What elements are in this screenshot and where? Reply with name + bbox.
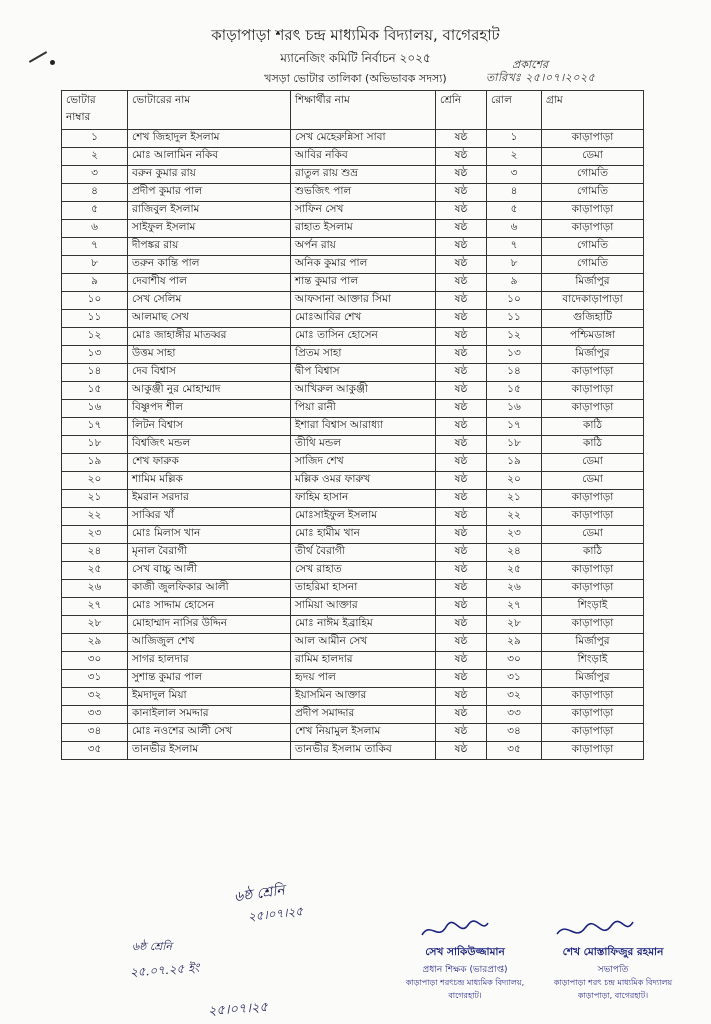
voter-no-cell: ৯ (62, 274, 128, 292)
village-cell: কাড়াপাড়া (542, 220, 644, 238)
voter-no-cell: ২২ (62, 508, 128, 526)
table-header-row (62, 91, 644, 130)
table-row (62, 652, 644, 670)
table-row (62, 400, 644, 418)
roll-cell: ৩০ (487, 652, 542, 670)
table-row (62, 562, 644, 580)
village-cell: ডেমা (542, 454, 644, 472)
president-org-2: কাড়াপাড়া, বাগেরহাট। (577, 991, 649, 1000)
table-row (62, 256, 644, 274)
class-cell: ষষ্ঠ (436, 508, 487, 526)
president-title: সভাপতি (597, 965, 629, 975)
class-cell: ষষ্ঠ (436, 454, 487, 472)
table-row (62, 346, 644, 364)
class-cell: ষষ্ঠ (436, 472, 487, 490)
class-cell: ষষ্ঠ (436, 418, 487, 436)
student-name-cell: মল্লিক ওমর ফারুখ (291, 472, 436, 490)
voter-no-cell: ৩৪ (62, 724, 128, 742)
headmaster-title: প্রধান শিক্ষক (ভারপ্রাপ্ত) (422, 965, 508, 975)
voter-name-cell: প্রদীপ কুমার পাল (128, 184, 291, 202)
roll-cell: ১৪ (487, 364, 542, 382)
student-name-cell: আখিরুল আকুঞ্জী (291, 382, 436, 400)
roll-cell: ২৪ (487, 544, 542, 562)
student-name-cell: ফাহিম হাসান (291, 490, 436, 508)
table-row (62, 202, 644, 220)
voter-no-cell: ৪ (62, 184, 128, 202)
student-name-cell: ইয়াসমিন আক্তার (291, 688, 436, 706)
class-cell: ষষ্ঠ (436, 616, 487, 634)
student-name-cell: অর্পন রায় (291, 238, 436, 256)
roll-cell: ১০ (487, 292, 542, 310)
class-cell: ষষ্ঠ (436, 310, 487, 328)
voter-name-cell: তরুন কান্তি পাল (128, 256, 291, 274)
class-cell: ষষ্ঠ (436, 634, 487, 652)
village-cell: গুজিহাটি (542, 310, 644, 328)
village-cell: কাড়াপাড়া (542, 724, 644, 742)
president-seal (528, 945, 698, 1003)
village-cell: কাড়াপাড়া (542, 616, 644, 634)
table-row (62, 436, 644, 454)
roll-cell: ১৮ (487, 436, 542, 454)
voter-no-cell: ১৩ (62, 346, 128, 364)
village-cell: কাড়াপাড়া (542, 202, 644, 220)
table-row (62, 454, 644, 472)
voter-name-cell: লিটন বিশ্বাস (128, 418, 291, 436)
village-cell: ডেমা (542, 148, 644, 166)
voter-no-cell: ৩ (62, 166, 128, 184)
col-header-roll: রোল (487, 91, 542, 130)
voter-name-cell: আজিজুল শেখ (128, 634, 291, 652)
student-name-cell: হৃদয় পাল (291, 670, 436, 688)
committee-title: ম্যানেজিং কমিটি নির্বাচন ২০২৫ (280, 51, 431, 65)
col-header-voter-name: ভোটারের নাম (128, 91, 291, 130)
table-row (62, 130, 644, 148)
roll-cell: ২ (487, 148, 542, 166)
voter-name-cell: শামিম মল্লিক (128, 472, 291, 490)
handwritten-signature-1-date: ২৫।০৭।২৫ (247, 904, 304, 924)
voter-no-cell: ৭ (62, 238, 128, 256)
roll-cell: ১ (487, 130, 542, 148)
voter-no-cell: ২৬ (62, 580, 128, 598)
roll-cell: ২৬ (487, 580, 542, 598)
table-row (62, 472, 644, 490)
voter-no-cell: ১৮ (62, 436, 128, 454)
voter-name-cell: বরুন কুমার রায় (128, 166, 291, 184)
voter-name-cell: সেখ সেলিম (128, 292, 291, 310)
table-row (62, 508, 644, 526)
class-cell: ষষ্ঠ (436, 238, 487, 256)
table-row (62, 364, 644, 382)
village-cell: মির্জাপুর (542, 670, 644, 688)
voter-no-cell: ২০ (62, 472, 128, 490)
voter-name-cell: বিষ্ণুপদ শীল (128, 400, 291, 418)
voter-no-cell: ২১ (62, 490, 128, 508)
voter-name-cell: রাজিবুল ইসলাম (128, 202, 291, 220)
voter-no-cell: ২৩ (62, 526, 128, 544)
voter-name-cell: মোঃ মিলাস খান (128, 526, 291, 544)
student-name-cell: মোঃ হামীম খান (291, 526, 436, 544)
class-cell: ষষ্ঠ (436, 220, 487, 238)
table-row (62, 670, 644, 688)
village-cell: গোমতি (542, 166, 644, 184)
roll-cell: ১৫ (487, 382, 542, 400)
voter-name-cell: ইমরান সরদার (128, 490, 291, 508)
roll-cell: ৩২ (487, 688, 542, 706)
table-row (62, 238, 644, 256)
voter-no-cell: ৬ (62, 220, 128, 238)
class-cell: ষষ্ঠ (436, 652, 487, 670)
roll-cell: ২০ (487, 472, 542, 490)
class-cell: ষষ্ঠ (436, 148, 487, 166)
voter-no-cell: ১৬ (62, 400, 128, 418)
voter-name-cell: আকুঞ্জী নুর মোহাম্মাদ (128, 382, 291, 400)
voter-no-cell: ১৫ (62, 382, 128, 400)
voter-no-cell: ১০ (62, 292, 128, 310)
class-cell: ষষ্ঠ (436, 436, 487, 454)
village-cell: বাদেকাড়াপাড়া (542, 292, 644, 310)
roll-cell: ২৫ (487, 562, 542, 580)
roll-cell: ২৭ (487, 598, 542, 616)
col-header-student-name: শিক্ষার্থীর নাম (291, 91, 436, 130)
school-name: কাড়াপাড়া শরৎ চন্দ্র মাধ্যমিক বিদ্যালয়, বাগেরহাট (211, 26, 500, 44)
class-cell: ষষ্ঠ (436, 706, 487, 724)
village-cell: গোমতি (542, 184, 644, 202)
student-name-cell: রামিম হালদার (291, 652, 436, 670)
voter-no-cell: ৮ (62, 256, 128, 274)
village-cell: কাড়াপাড়া (542, 688, 644, 706)
class-cell: ষষ্ঠ (436, 598, 487, 616)
president-name: শেখ মোস্তাফিজুর রহমান (562, 946, 664, 958)
student-name-cell: আফসানা আক্তার সিমা (291, 292, 436, 310)
headmaster-name: সেখ সাকিউজ্জামান (425, 946, 505, 958)
roll-cell: ৭ (487, 238, 542, 256)
voter-no-cell: ২৪ (62, 544, 128, 562)
class-cell: ষষ্ঠ (436, 202, 487, 220)
table-row (62, 616, 644, 634)
class-cell: ষষ্ঠ (436, 544, 487, 562)
roll-cell: ১৭ (487, 418, 542, 436)
student-name-cell: মোঃআবির শেখ (291, 310, 436, 328)
roll-cell: ৯ (487, 274, 542, 292)
voter-no-cell: ১৯ (62, 454, 128, 472)
village-cell: কাড়াপাড়া (542, 580, 644, 598)
voter-name-cell: আলমাছ সেখ (128, 310, 291, 328)
table-row (62, 490, 644, 508)
student-name-cell: তীথি মন্ডল (291, 436, 436, 454)
village-cell: মির্জাপুর (542, 634, 644, 652)
voter-name-cell: মোঃ নওশের আলী সেখ (128, 724, 291, 742)
voter-name-cell: মোঃ আলামিন নকিব (128, 148, 291, 166)
table-row (62, 706, 644, 724)
student-name-cell: তাহরিমা হাসনা (291, 580, 436, 598)
table-row (62, 526, 644, 544)
voter-name-cell: দেবাশীষ পাল (128, 274, 291, 292)
table-row (62, 166, 644, 184)
handwritten-publish-date (482, 56, 710, 86)
table-row (62, 688, 644, 706)
roll-cell: ৮ (487, 256, 542, 274)
voter-name-cell: দীপঙ্কর রায় (128, 238, 291, 256)
student-name-cell: প্রিতম সাহা (291, 346, 436, 364)
village-cell: কাড়াপাড়া (542, 130, 644, 148)
class-cell: ষষ্ঠ (436, 670, 487, 688)
class-cell: ষষ্ঠ (436, 526, 487, 544)
student-name-cell: আবির নকিব (291, 148, 436, 166)
voter-name-cell: সাগর হালদার (128, 652, 291, 670)
roll-cell: ২৩ (487, 526, 542, 544)
voter-no-cell: ১৪ (62, 364, 128, 382)
village-cell: কাঠি (542, 544, 644, 562)
student-name-cell: মোঃ তাসিন হোসেন (291, 328, 436, 346)
roll-cell: ৪ (487, 184, 542, 202)
student-name-cell: সাজিদ শেখ (291, 454, 436, 472)
voter-no-cell: ২৫ (62, 562, 128, 580)
table-row (62, 148, 644, 166)
table-row (62, 184, 644, 202)
handwritten-note-line-2: তারিখঃ ২৫।০৭।২০২৫ (486, 71, 596, 84)
voter-no-cell: ১১ (62, 310, 128, 328)
headmaster-org: কাড়াপাড়া শরৎচন্দ্র মাধ্যমিক বিদ্যালয়, বাগেরহাট। (405, 978, 525, 1000)
roll-cell: ৩৫ (487, 742, 542, 760)
roll-cell: ৬ (487, 220, 542, 238)
roll-cell: ১২ (487, 328, 542, 346)
table-row (62, 292, 644, 310)
student-name-cell: পিয়া রানী (291, 400, 436, 418)
class-cell: ষষ্ঠ (436, 688, 487, 706)
village-cell: কাড়াপাড়া (542, 382, 644, 400)
village-cell: কাড়াপাড়া (542, 742, 644, 760)
village-cell: শিংড়াই (542, 652, 644, 670)
class-cell: ষষ্ঠ (436, 382, 487, 400)
voter-no-cell: ৩০ (62, 652, 128, 670)
voter-name-cell: সেখ বাচ্চু আলী (128, 562, 291, 580)
student-name-cell: সামিয়া আক্তার (291, 598, 436, 616)
roll-cell: ৩৪ (487, 724, 542, 742)
table-row (62, 598, 644, 616)
voter-no-cell: ১ (62, 130, 128, 148)
handwritten-signature-1: ৬ষ্ঠ শ্রেনি (233, 882, 286, 906)
roll-cell: ৩ (487, 166, 542, 184)
roll-cell: ১৩ (487, 346, 542, 364)
voter-name-cell: ইমদাদুল মিয়া (128, 688, 291, 706)
village-cell: কাঠি (542, 436, 644, 454)
student-name-cell: ইশারা বিশ্বাস আরাধ্যা (291, 418, 436, 436)
class-cell: ষষ্ঠ (436, 742, 487, 760)
voter-name-cell: শেখ ফারুক (128, 454, 291, 472)
voter-no-cell: ২৮ (62, 616, 128, 634)
student-name-cell: সেখ মেহেরুন্নিসা সাবা (291, 130, 436, 148)
roll-cell: ১৯ (487, 454, 542, 472)
table-row (62, 418, 644, 436)
pen-dot (50, 60, 55, 65)
voter-no-cell: ৩২ (62, 688, 128, 706)
student-name-cell: সেখ রাহাত (291, 562, 436, 580)
voter-no-cell: ২৯ (62, 634, 128, 652)
handwritten-signature-2: ৬ষ্ঠ শ্রেনি (132, 940, 172, 953)
village-cell: ডেমা (542, 526, 644, 544)
roll-cell: ২১ (487, 490, 542, 508)
col-header-village: গ্রাম (542, 91, 644, 130)
handwritten-signature-2-date: ২৫.০৭.২৫ ইং (129, 960, 200, 980)
voter-no-cell: ১২ (62, 328, 128, 346)
voter-no-cell: ৩৩ (62, 706, 128, 724)
student-name-cell: আল আমীন সেখ (291, 634, 436, 652)
roll-cell: ৫ (487, 202, 542, 220)
village-cell: ডেমা (542, 472, 644, 490)
table-row (62, 742, 644, 760)
village-cell: কাড়াপাড়া (542, 490, 644, 508)
class-cell: ষষ্ঠ (436, 580, 487, 598)
student-name-cell: মোঃ নাঈম ইব্রাহিম (291, 616, 436, 634)
handwritten-note-line-1: প্রকাশের (512, 58, 549, 71)
table-row (62, 580, 644, 598)
class-cell: ষষ্ঠ (436, 274, 487, 292)
table-row (62, 724, 644, 742)
student-name-cell: রাহাত ইসলাম (291, 220, 436, 238)
village-cell: মির্জাপুর (542, 346, 644, 364)
table-row (62, 310, 644, 328)
voter-name-cell: মোঃ জাহাঙ্গীর মাতব্বর (128, 328, 291, 346)
village-cell: কাড়াপাড়া (542, 706, 644, 724)
voter-name-cell: বিশ্বজিৎ মন্ডল (128, 436, 291, 454)
village-cell: কাড়াপাড়া (542, 562, 644, 580)
village-cell: গোমতি (542, 256, 644, 274)
village-cell: কাড়াপাড়া (542, 400, 644, 418)
table-row (62, 634, 644, 652)
student-name-cell: শুভজিৎ পাল (291, 184, 436, 202)
voter-no-cell: ৫ (62, 202, 128, 220)
voter-no-cell: ৩৫ (62, 742, 128, 760)
class-cell: ষষ্ঠ (436, 346, 487, 364)
voter-name-cell: সুশান্ত কুমার পাল (128, 670, 291, 688)
village-cell: পশ্চিমডাঙ্গা (542, 328, 644, 346)
class-cell: ষষ্ঠ (436, 724, 487, 742)
village-cell: মির্জাপুর (542, 274, 644, 292)
class-cell: ষষ্ঠ (436, 490, 487, 508)
student-name-cell: দ্বীপ বিশ্বাস (291, 364, 436, 382)
table-body (62, 130, 644, 760)
col-header-voter-no: ভোটার নাম্বার (62, 91, 128, 130)
class-cell: ষষ্ঠ (436, 292, 487, 310)
voter-name-cell: শেখ জিহাদুল ইসলাম (128, 130, 291, 148)
voter-name-cell: দেব বিশ্বাস (128, 364, 291, 382)
table-row (62, 382, 644, 400)
roll-cell: ৩৩ (487, 706, 542, 724)
student-name-cell: তীর্থ বৈরাগী (291, 544, 436, 562)
voter-name-cell: মোঃ সাদ্দাম হোসেন (128, 598, 291, 616)
table-row (62, 220, 644, 238)
village-cell: শিংড়াই (542, 598, 644, 616)
president-org-1: কাড়াপাড়া শরৎ চন্দ্র মাধ্যমিক বিদ্যালয় (553, 978, 673, 987)
table-row (62, 328, 644, 346)
headmaster-seal (390, 945, 540, 1003)
class-cell: ষষ্ঠ (436, 562, 487, 580)
list-title: খসড়া ভোটার তালিকা (অভিভাবক সদস্য) (264, 72, 447, 85)
handwritten-signature-3-date: ২৫।০৭।২৫ (207, 999, 269, 1020)
president-signature-scribble (555, 918, 635, 944)
class-cell: ষষ্ঠ (436, 364, 487, 382)
class-cell: ষষ্ঠ (436, 166, 487, 184)
voter-no-cell: ৩১ (62, 670, 128, 688)
class-cell: ষষ্ঠ (436, 256, 487, 274)
table-row (62, 274, 644, 292)
voter-name-cell: মোহাম্মাদ নাসির উদ্দিন (128, 616, 291, 634)
student-name-cell: রাতুল রায় শুভ্র (291, 166, 436, 184)
roll-cell: ২৮ (487, 616, 542, 634)
roll-cell: ৩১ (487, 670, 542, 688)
village-cell: কাঠি (542, 418, 644, 436)
class-cell: ষষ্ঠ (436, 184, 487, 202)
roll-cell: ২৯ (487, 634, 542, 652)
roll-cell: ১৬ (487, 400, 542, 418)
voter-no-cell: ২৭ (62, 598, 128, 616)
class-cell: ষষ্ঠ (436, 328, 487, 346)
voter-name-cell: কাজী জুলফিকার আলী (128, 580, 291, 598)
village-cell: কাড়াপাড়া (542, 508, 644, 526)
voter-table (61, 90, 644, 760)
student-name-cell: সাফিন সেখ (291, 202, 436, 220)
headmaster-signature-scribble (420, 917, 490, 943)
voter-name-cell: সাইফুল ইসলাম (128, 220, 291, 238)
student-name-cell: মোঃসাইফুল ইসলাম (291, 508, 436, 526)
student-name-cell: অনিক কুমার পাল (291, 256, 436, 274)
voter-name-cell: সাব্বির খাঁ (128, 508, 291, 526)
voter-no-cell: ২ (62, 148, 128, 166)
student-name-cell: তানভীর ইসলাম তাকিব (291, 742, 436, 760)
roll-cell: ২২ (487, 508, 542, 526)
village-cell: কাড়াপাড়া (542, 364, 644, 382)
voter-name-cell: তানভীর ইসলাম (128, 742, 291, 760)
student-name-cell: শান্ত কুমার পাল (291, 274, 436, 292)
table-row (62, 544, 644, 562)
col-header-class: শ্রেনি (436, 91, 487, 130)
voter-name-cell: কানাইলাল সমদ্দার (128, 706, 291, 724)
student-name-cell: প্রদীপ সমাদ্দার (291, 706, 436, 724)
voter-no-cell: ১৭ (62, 418, 128, 436)
village-cell: গোমতি (542, 238, 644, 256)
voter-name-cell: উত্তম সাহা (128, 346, 291, 364)
class-cell: ষষ্ঠ (436, 130, 487, 148)
class-cell: ষষ্ঠ (436, 400, 487, 418)
roll-cell: ১১ (487, 310, 542, 328)
voter-name-cell: মৃনাল বৈরাগী (128, 544, 291, 562)
student-name-cell: শেখ নিয়ামুল ইসলাম (291, 724, 436, 742)
